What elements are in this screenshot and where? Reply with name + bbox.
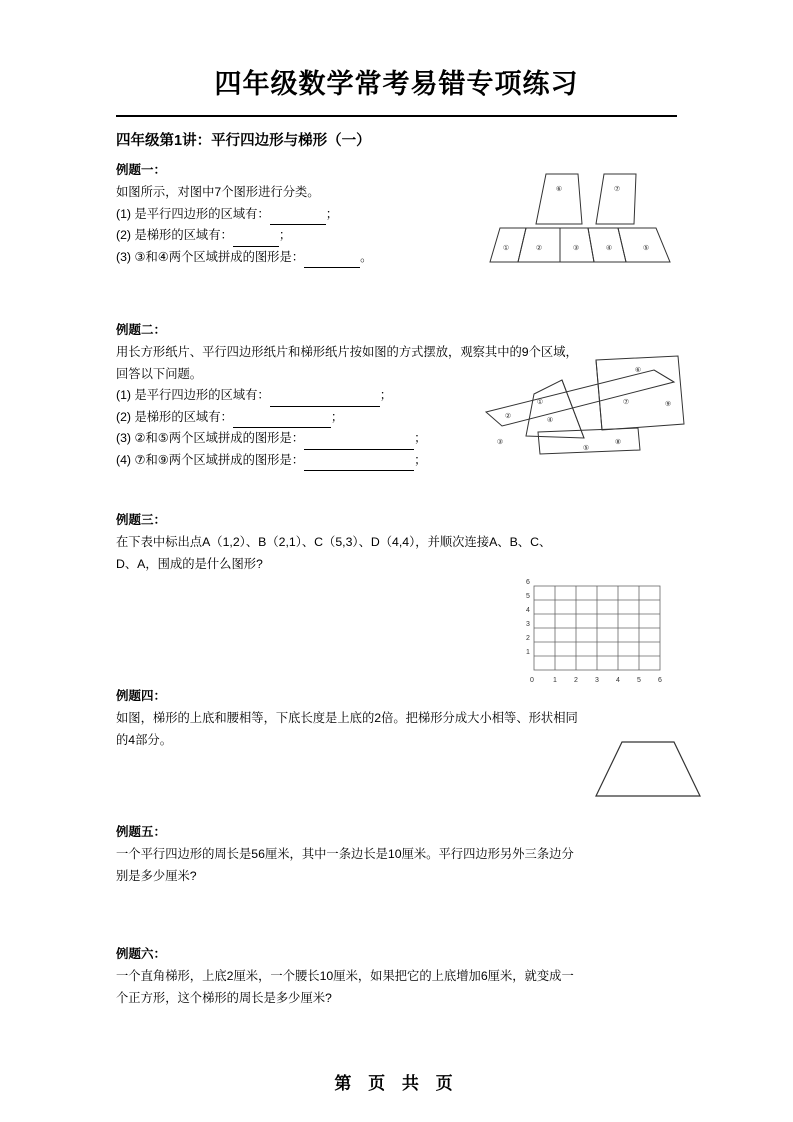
example-1-tail-3: 。 — [360, 249, 373, 264]
example-5-line-2: 别是多少厘米? — [116, 868, 197, 883]
example-5-body — [116, 844, 677, 887]
example-2 — [116, 320, 677, 470]
example-2-line-5: (3) ②和⑤两个区域拼成的图形是： — [116, 431, 305, 446]
region-label-1: ① — [536, 399, 544, 406]
region-label-5: ⑤ — [582, 445, 590, 452]
region-label-3: ③ — [496, 439, 504, 446]
page-footer: 第 页 共 页 — [334, 1074, 459, 1093]
example-5-line-1: 一个平行四边形的周长是56厘米，其中一条边长是10厘米。平行四边形另外三条边分 — [116, 847, 574, 861]
region-label-1: ① — [502, 245, 510, 252]
x-tick-4: 4 — [616, 677, 620, 684]
example-1-question-3 — [116, 247, 546, 269]
example-3-line-2: D、A，围成的是什么图形? — [116, 556, 263, 571]
region-label-4: ④ — [605, 245, 613, 252]
region-label-6: ⑥ — [634, 367, 642, 374]
example-4-line-1: 如图，梯形的上底和腰相等，下底长度是上底的2倍。把梯形分成大小相等、形状相同 — [116, 711, 578, 725]
example-1-question-1 — [116, 204, 546, 226]
example-6-body — [116, 966, 677, 1009]
region-label-5: ⑤ — [642, 245, 650, 252]
region-label-6: ⑥ — [555, 186, 563, 193]
title-divider — [116, 115, 677, 117]
region-label-2: ② — [504, 413, 512, 420]
x-tick-0: 0 — [530, 677, 534, 684]
x-tick-3: 3 — [595, 677, 599, 684]
example-1-line-2: (1) 是平行四边形的区域有： — [116, 206, 270, 221]
example-1-tail-1: ； — [325, 206, 339, 221]
region-label-9: ⑨ — [664, 401, 672, 408]
y-tick-1: 1 — [526, 649, 530, 656]
example-1 — [116, 160, 677, 278]
example-1-label: 例题一： — [116, 163, 167, 177]
answer-blank[interactable] — [270, 393, 380, 407]
region-label-3: ③ — [572, 245, 580, 252]
example-2-question-1: (1) 是平行四边形的区域有： ； — [116, 385, 677, 407]
region-label-2: ② — [535, 245, 543, 252]
example-1-line-3: (2) 是梯形的区域有： — [116, 228, 233, 243]
region-label-7: ⑦ — [622, 399, 630, 406]
region-label-8: ⑧ — [614, 439, 622, 446]
y-tick-6: 6 — [526, 579, 530, 586]
region-label-7: ⑦ — [613, 186, 621, 193]
example-3-label: 例题三： — [116, 513, 167, 527]
coordinate-grid-figure — [504, 568, 694, 693]
page-title: 四年级数学常考易错专项练习 — [214, 69, 579, 99]
example-1-question-2 — [116, 225, 546, 247]
trapezoid-figure — [498, 734, 708, 806]
example-6-label: 例题六： — [116, 947, 167, 961]
example-5-label: 例题五： — [116, 825, 167, 839]
example-2-line-2: 回答以下问题。 — [116, 366, 203, 381]
example-3 — [116, 510, 677, 684]
y-tick-3: 3 — [526, 621, 530, 628]
example-1-line-1: 如图所示，对图中7个图形进行分类。 — [116, 185, 320, 199]
answer-blank[interactable] — [270, 211, 326, 225]
seven-regions-figure — [484, 166, 684, 276]
example-6-line-2: 个正方形，这个梯形的周长是多少厘米? — [116, 990, 332, 1005]
x-tick-1: 1 — [553, 677, 557, 684]
x-tick-5: 5 — [637, 677, 641, 684]
answer-blank[interactable] — [304, 436, 414, 450]
y-tick-2: 2 — [526, 635, 530, 642]
example-2-question-3: (3) ②和⑤两个区域拼成的图形是： ； — [116, 428, 677, 450]
example-4 — [116, 686, 677, 798]
example-6 — [116, 944, 677, 1009]
example-2-question-4: (4) ⑦和⑨两个区域拼成的图形是： ； — [116, 450, 677, 472]
example-2-line-1: 用长方形纸片、平行四边形纸片和梯形纸片按如图的方式摆放，观察其中的9个区域， — [116, 345, 578, 359]
example-4-label: 例题四： — [116, 689, 167, 703]
example-2-line-3: (1) 是平行四边形的区域有： — [116, 388, 270, 403]
example-3-line-1: 在下表中标出点A（1,2）、B（2,1）、C（5,3）、D（4,4），并顺次连接A、B、C、 — [116, 535, 552, 549]
x-tick-2: 2 — [574, 677, 578, 684]
example-1-body — [116, 182, 546, 268]
example-2-line-6: (4) ⑦和⑨两个区域拼成的图形是： — [116, 452, 305, 467]
answer-blank[interactable] — [304, 254, 360, 268]
example-2-question-2: (2) 是梯形的区域有： ； — [116, 407, 677, 429]
answer-blank[interactable] — [233, 233, 279, 247]
y-tick-5: 5 — [526, 593, 530, 600]
nine-regions-figure — [478, 352, 690, 462]
x-tick-6: 6 — [658, 677, 662, 684]
region-label-4: ④ — [546, 417, 554, 424]
example-2-label: 例题二： — [116, 323, 167, 337]
example-1-line-4: (3) ③和④两个区域拼成的图形是： — [116, 249, 305, 264]
example-2-line-4: (2) 是梯形的区域有： — [116, 409, 233, 424]
example-5 — [116, 822, 677, 940]
answer-blank[interactable] — [304, 457, 414, 471]
example-6-line-1: 一个直角梯形，上底2厘米，一个腰长10厘米，如果把它的上底增加6厘米，就变成一 — [116, 969, 574, 983]
example-4-line-2: 的4部分。 — [116, 732, 173, 747]
lesson-heading: 四年级第1讲：平行四边形与梯形（一） — [116, 133, 371, 149]
answer-blank[interactable] — [233, 414, 331, 428]
y-tick-4: 4 — [526, 607, 530, 614]
example-1-tail-2: ； — [278, 228, 292, 243]
